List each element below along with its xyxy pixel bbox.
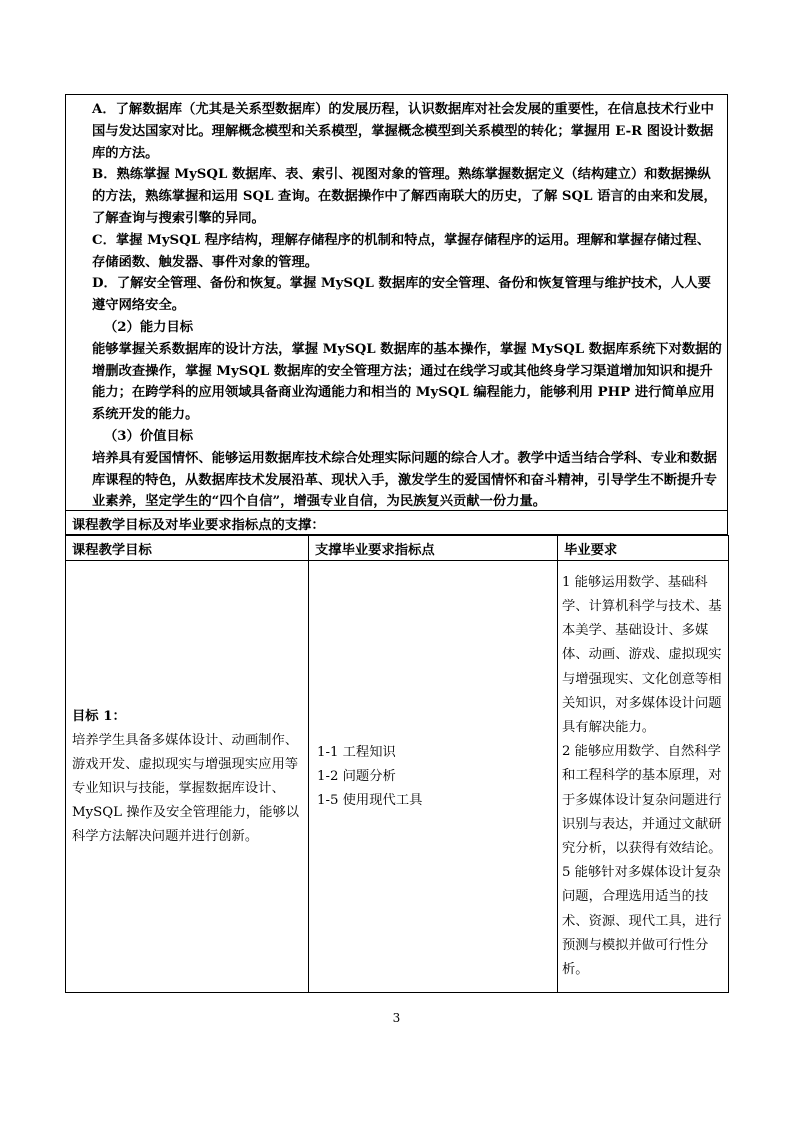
table-header-row (66, 536, 729, 561)
goal-cell (66, 561, 309, 993)
header-course-goal: 课程教学目标 (66, 536, 309, 561)
indicator-point: 1-5 使用现代工具 (317, 792, 423, 808)
support-title: 课程教学目标及对毕业要求指标点的支撑： (72, 518, 325, 533)
page-number: 3 (392, 1011, 401, 1025)
requirement-item: 1 能够运用数学、基础科学、计算机科学与技术、基本美学、基础设计、多媒体、动画、游戏、虚拟现实与增强现实、文化创意等相关知识，对多媒体设计问题具有解决能力。 (562, 574, 722, 735)
knowledge-goal-a: A．了解数据库（尤其是关系型数据库）的发展历程，认识数据库对社会发展的重要性，在信息技术行业中国与发达国家对比。理解概念模型和关系模型，掌握概念模型到关系模型的转化；掌握用 E-R 图设计数据库的方法。 (92, 102, 714, 161)
header-requirement: 毕业要求 (558, 536, 729, 561)
support-title-row (65, 511, 728, 535)
ability-goal-heading: （2）能力目标 (104, 319, 194, 335)
requirement-item: 2 能够应用数学、自然科学和工程科学的基本原理，对于多媒体设计复杂问题进行识别与表达，并通过文献研究分析，以获得有效结论。 (562, 744, 722, 856)
value-goal-heading: （3）价值目标 (104, 428, 194, 444)
requirement-item: 5 能够针对多媒体设计复杂问题，合理选用适当的技术、资源、现代工具，进行预测与模拟并做可行性分析。 (562, 865, 722, 978)
value-goal-text: 培养具有爱国情怀、能够运用数据库技术综合处理实际问题的综合人才。教学中适当结合学科、专业和数据库课程的特色，从数据库技术发展沿革、现状入手，激发学生的爱国情怀和奋斗精神，引导学生不断提升专业素养，坚定学生的“四个自信”，增强专业自信，为民族复兴贡献一份力量。 (92, 450, 717, 510)
ability-goal-text: 能够掌握关系数据库的设计方法，掌握 MySQL 数据库的基本操作，掌握 MySQL 数据库系统下对数据的增删改查操作，掌握 MySQL 数据库的安全管理方法；通过在线学习或其他终身学习渠道增加知识和提升能力；在跨学科的应用领域具备商业沟通能力和相当的 MySQL 编程能力，能够利用 PHP 进行简单应用系统开发的能力。 (92, 341, 722, 423)
knowledge-goal-c: C．掌握 MySQL 程序结构，理解存储程序的机制和特点，掌握存储程序的运用。理解和掌握存储过程、存储函数、触发器、事件对象的管理。 (92, 232, 710, 270)
indicator-point: 1-1 工程知识 (317, 744, 396, 760)
goal-label: 目标 1： (72, 708, 126, 724)
objectives-support-table (65, 535, 729, 993)
goal-text: 培养学生具备多媒体设计、动画制作、游戏开发、虚拟现实与增强现实应用等专业知识与技能，掌握数据库设计、MySQL 操作及安全管理能力，能够以科学方法解决问题并进行创新。 (72, 732, 300, 844)
knowledge-goal-d: D．了解安全管理、备份和恢复。掌握 MySQL 数据库的安全管理、备份和恢复管理与维护技术，人人要遵守网络安全。 (92, 276, 711, 314)
course-objectives-box (65, 94, 728, 511)
indicator-point: 1-2 问题分析 (317, 768, 396, 784)
objectives-text (92, 99, 722, 513)
indicator-cell (309, 561, 558, 993)
header-indicator: 支撑毕业要求指标点 (309, 536, 558, 561)
requirement-cell (558, 561, 729, 993)
knowledge-goal-b: B．熟练掌握 MySQL 数据库、表、索引、视图对象的管理。熟练掌握数据定义（结构建立）和数据操纵的方法，熟练掌握和运用 SQL 查询。在数据操作中了解西南联大的历史，了解 SQL 语言的由来和发展，了解查询与搜索引擎的异同。 (92, 167, 717, 226)
table-row (66, 561, 729, 993)
